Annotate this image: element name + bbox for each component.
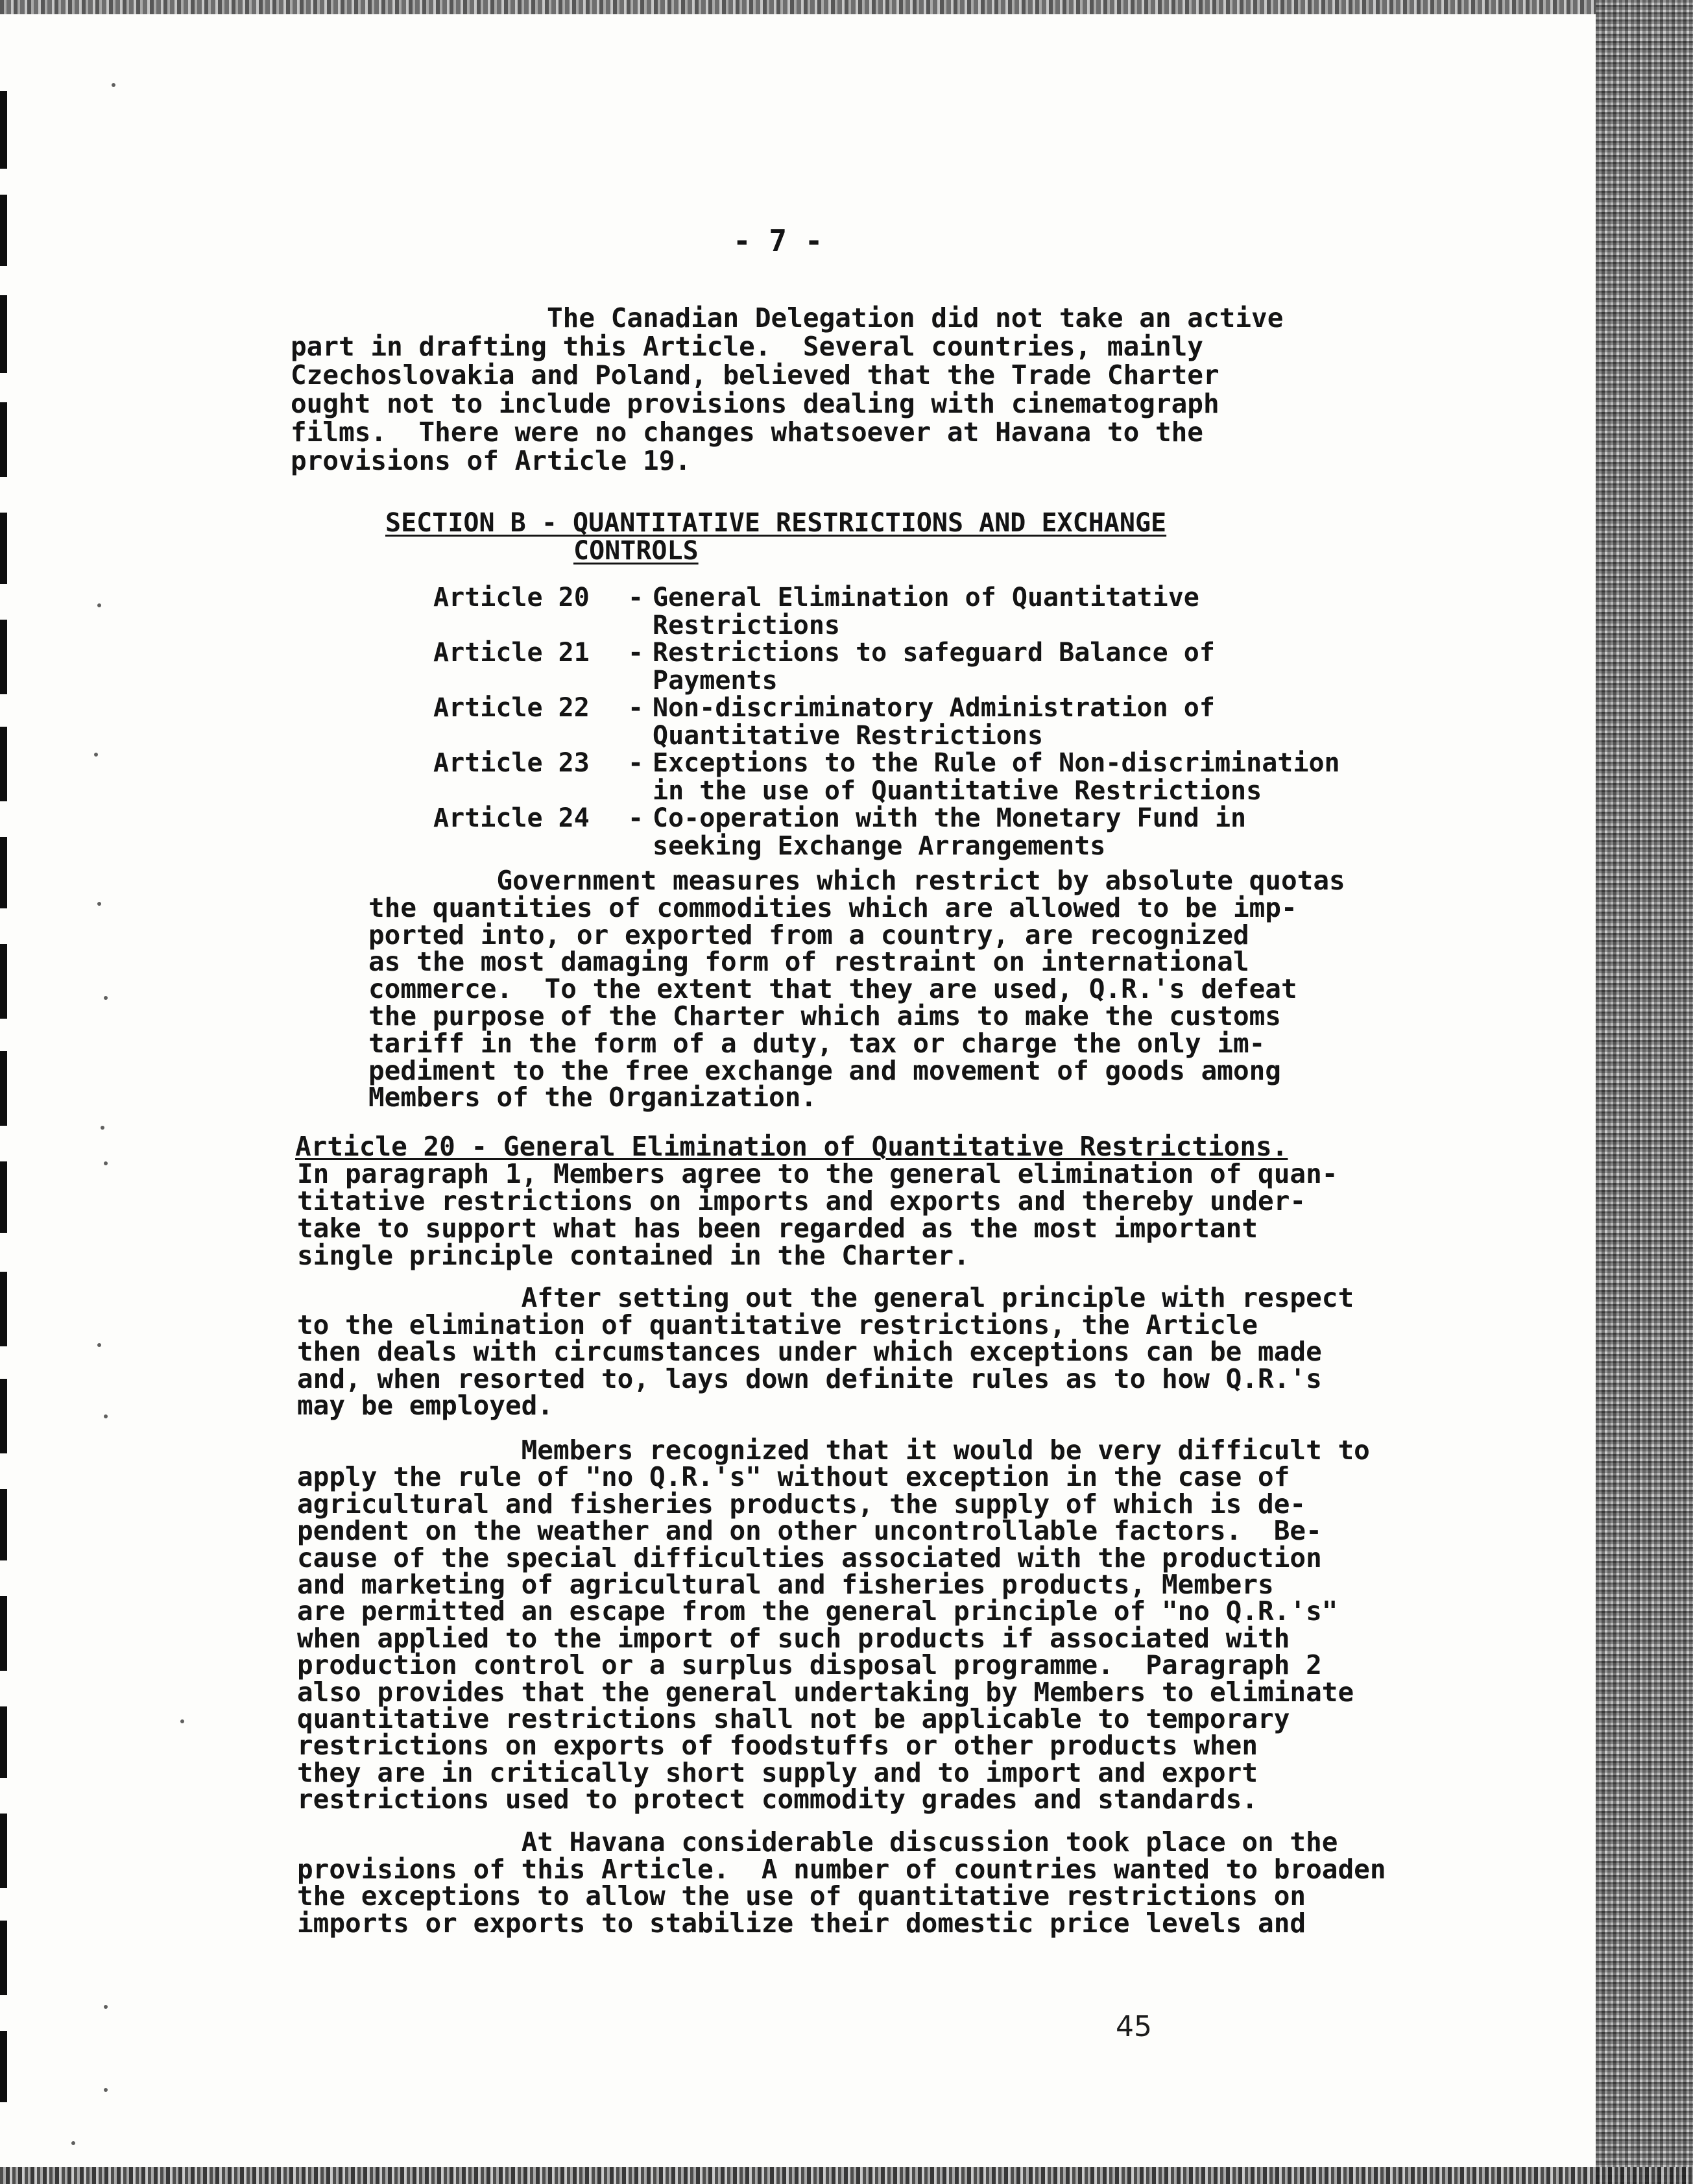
binder-mark (0, 1379, 7, 1453)
page-number-top: - 7 - (733, 223, 823, 258)
binder-mark (0, 402, 7, 477)
binder-mark (0, 620, 7, 694)
paragraph-government-measures: Government measures which restrict by absolute quotas the quantities of commodities which are allowed to be imp- ported into, or exported from a country, are recognized as the most damaging form of restraint on international commerce. To the extent that they are used, Q.R.'s defeat the purpose of the Charter which aims to make the customs tariff in the form of a duty, tax or charge the only im- pediment to the free exchange and movement of goods among Members of the Organization. (368, 865, 1345, 1113)
scan-speck (104, 1161, 108, 1165)
binder-mark (0, 837, 7, 908)
articles-list (433, 584, 1340, 860)
scan-speck (104, 1414, 108, 1418)
binder-mark (0, 91, 7, 169)
article-list-item (433, 694, 1340, 749)
scan-speck (94, 753, 98, 757)
article-dash: - (628, 748, 644, 778)
article-dash: - (628, 693, 644, 723)
article-title: Non-discriminatory Administration of Quantitative Restrictions (653, 693, 1215, 751)
paragraph-canadian-delegation: The Canadian Delegation did not take an active part in drafting this Article. Several countries, mainly Czechoslovakia and Poland, believed that the Trade Charter ought not to include provisions dealing with cinematograph films. There were no changes whatsoever at Havana to the provisions of Article 19. (291, 302, 1284, 476)
article-dash: - (628, 638, 644, 668)
scan-edge-top (0, 0, 1693, 14)
article-title: General Elimination of Quantitative Restrictions (653, 583, 1199, 640)
section-heading-continued: CONTROLS (573, 536, 699, 566)
article-number: Article 24 (433, 803, 590, 833)
article-number: Article 22 (433, 693, 590, 723)
article-list-item (433, 584, 1340, 639)
binder-mark (0, 1814, 7, 1888)
binder-mark (0, 1706, 7, 1778)
paragraph-havana-discussion: At Havana considerable discussion took place on the provisions of this Article. A number of countries wanted to broaden the exceptions to allow the use of quantitative restrictions on imports or exports to stabilize their domestic price levels and (297, 1826, 1386, 1939)
scan-speck (104, 2088, 108, 2092)
scan-speck (71, 2141, 75, 2145)
binder-mark (0, 295, 7, 373)
article-dash: - (628, 583, 644, 613)
binder-mark (0, 1596, 7, 1671)
scan-speck (104, 996, 108, 1000)
paragraph-agricultural-exceptions: Members recognized that it would be very difficult to apply the rule of "no Q.R.'s" without exception in the case of agricultural and fisheries products, the supply of which is de- pendent on the weather and on other uncontrollable factors. Be- cause of the special difficulties associated with the production and marketing of agricultural and fisheries products, Members are permitted an escape from the general principle of "no Q.R.'s" when applied to the import of such products if associated with production control or a surplus disposal programme. Paragraph 2 also provides that the general undertaking by Members to eliminate quantitative restrictions shall not be applicable to temporary restrictions on exports of foodstuffs or other products when they are in critically short supply and to import and export restrictions used to protect commodity grades and standards. (297, 1435, 1370, 1815)
binder-mark (0, 2031, 7, 2102)
article-list-item (433, 805, 1340, 860)
article-number: Article 23 (433, 748, 590, 778)
binder-mark (0, 1489, 7, 1560)
paragraph-paragraph-1: In paragraph 1, Members agree to the general elimination of quan- titative restrictions on imports and exports and thereby under- take to support what has been regarded as the most important single principle contained in the Charter. (297, 1158, 1338, 1271)
article-number: Article 20 (433, 583, 590, 613)
scan-speck (104, 2005, 108, 2009)
article-title: Co-operation with the Monetary Fund in seeking Exchange Arrangements (653, 803, 1247, 861)
binder-mark (0, 1051, 7, 1126)
article-20-heading: Article 20 - General Elimination of Quantitative Restrictions. (295, 1131, 1288, 1162)
article-list-item (433, 639, 1340, 694)
scan-speck (180, 1719, 184, 1723)
binder-mark (0, 1161, 7, 1233)
scan-speck (97, 902, 101, 906)
article-list-item (433, 749, 1340, 805)
binder-mark (0, 513, 7, 584)
binder-mark (0, 727, 7, 801)
article-number: Article 21 (433, 638, 590, 668)
scan-speck (112, 83, 115, 87)
scan-speck (97, 1343, 101, 1347)
page-number-bottom: 45 (1116, 2010, 1152, 2043)
paragraph-general-principle: After setting out the general principle with respect to the elimination of quantitative restrictions, the Article then deals with circumstances under which exceptions can be made and, when resorted to, lays down definite rules as to how Q.R.'s may be employed. (297, 1282, 1354, 1421)
binder-mark (0, 944, 7, 1019)
section-heading: SECTION B - QUANTITATIVE RESTRICTIONS AND EXCHANGE (385, 508, 1167, 538)
scan-edge-bottom (0, 2167, 1693, 2184)
binder-mark (0, 195, 7, 266)
binder-mark (0, 1272, 7, 1346)
article-dash: - (628, 803, 644, 833)
article-title: Restrictions to safeguard Balance of Payments (653, 638, 1215, 696)
scan-speck (101, 1126, 104, 1130)
article-title: Exceptions to the Rule of Non-discrimination in the use of Quantitative Restrictions (653, 748, 1340, 806)
binder-mark (0, 1921, 7, 1995)
scan-speck (97, 603, 101, 607)
scan-edge-right (1596, 0, 1693, 2184)
